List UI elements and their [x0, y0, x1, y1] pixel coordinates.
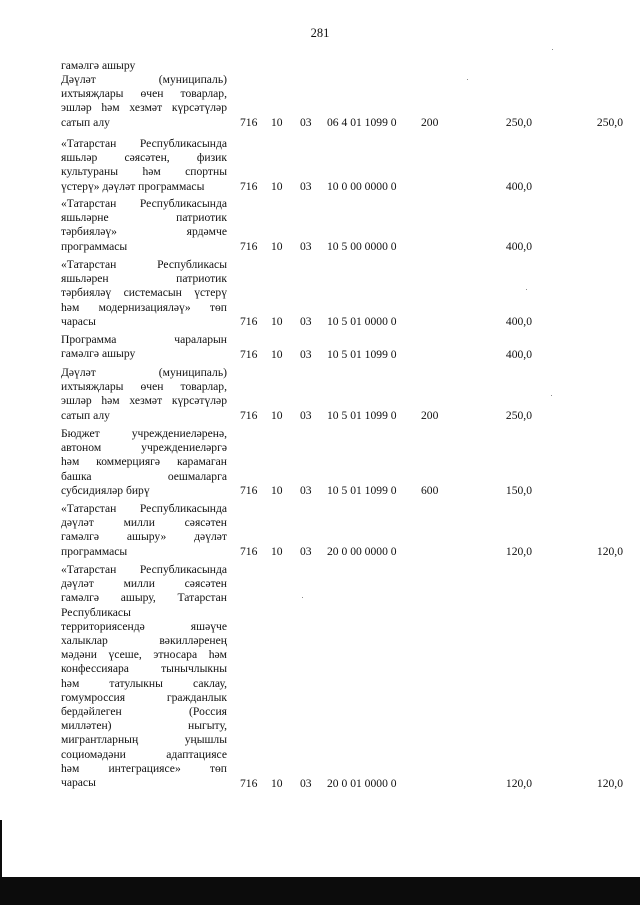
scan-border	[0, 877, 640, 905]
amount-year-1: 400,0	[505, 179, 532, 193]
subsection-code: 03	[300, 483, 312, 497]
section-code: 10	[271, 347, 283, 361]
description-line: мәдәни үсеше, этносара һәм	[61, 648, 227, 662]
section-code: 10	[271, 179, 283, 193]
ministry-code: 716	[240, 544, 258, 558]
budget-row	[0, 73, 640, 130]
amount-year-1: 400,0	[505, 314, 532, 328]
subsection-code: 03	[300, 347, 312, 361]
description-line: гамәлгә ашыру» дәүләт	[61, 530, 227, 544]
description-line: «Татарстан Республикасында	[61, 137, 227, 150]
description-line: һәм коммерциягә карамаган	[61, 455, 227, 469]
scan-edge	[0, 820, 2, 880]
ministry-code: 716	[240, 483, 258, 497]
expense-type-code: 200	[421, 115, 439, 129]
section-code: 10	[271, 544, 283, 558]
target-article-code: 10 5 01 1099 0	[327, 347, 397, 361]
description-line: дәүләт милли сәясәтен	[61, 516, 227, 530]
subsection-code: 03	[300, 408, 312, 422]
amount-year-1: 150,0	[505, 483, 532, 497]
description-line: Дәүләт (муниципаль)	[61, 366, 227, 379]
section-code: 10	[271, 314, 283, 328]
amount-year-1: 120,0	[505, 776, 532, 790]
description-line: бердәйлеген (Россия	[61, 705, 227, 719]
ministry-code: 716	[240, 115, 258, 129]
description-line: гомумроссия гражданлык	[61, 690, 227, 704]
section-code: 10	[271, 408, 283, 422]
description-line: культураны һәм спортны	[61, 165, 227, 179]
expense-type-code: 600	[421, 483, 439, 497]
row-description	[61, 73, 227, 130]
description-line: «Татарстан Республикасында	[61, 563, 227, 576]
row-description	[61, 59, 227, 73]
description-line: Республикасы	[61, 605, 131, 619]
description-line: милләтен) ныгыту,	[61, 719, 227, 733]
amount-year-2: 120,0	[596, 776, 623, 790]
budget-row	[0, 197, 640, 254]
row-description	[61, 502, 227, 559]
budget-row	[0, 333, 640, 362]
description-line: яшьләр сәясәтен, физик	[61, 151, 227, 165]
amount-year-1: 250,0	[505, 115, 532, 129]
description-line: һәм интеграциясе» төп	[61, 761, 227, 775]
subsection-code: 03	[300, 776, 312, 790]
amount-year-1: 400,0	[505, 347, 532, 361]
description-line: программасы	[61, 239, 128, 253]
target-article-code: 10 5 01 1099 0	[327, 408, 397, 422]
ministry-code: 716	[240, 776, 258, 790]
target-article-code: 20 0 01 0000 0	[327, 776, 397, 790]
budget-row	[0, 502, 640, 559]
ministry-code: 716	[240, 347, 258, 361]
description-line: сатып алу	[61, 408, 110, 422]
description-line: «Татарстан Республикасында	[61, 502, 227, 515]
description-line: яшьләрне патриотик	[61, 211, 227, 225]
description-line: яшьләрен патриотик	[61, 272, 227, 286]
description-line: гамәлгә ашыру	[61, 59, 136, 72]
amount-year-2: 250,0	[596, 115, 623, 129]
budget-row	[0, 427, 640, 498]
target-article-code: 20 0 00 0000 0	[327, 544, 397, 558]
page-number: 281	[310, 26, 330, 40]
description-line: мигрантларның уңышлы	[61, 733, 227, 747]
scan-speck	[552, 49, 553, 50]
description-line: конфессияара тынычлыкны	[61, 662, 227, 676]
description-line: программасы	[61, 544, 128, 558]
section-code: 10	[271, 776, 283, 790]
description-line: чарасы	[61, 776, 96, 790]
description-line: ихтыяҗлары өчен товарлар,	[61, 380, 227, 394]
description-line: «Татарстан Республикасында	[61, 197, 227, 210]
description-line: автоном учреждениеләргә	[61, 441, 227, 455]
description-line: «Татарстан Республикасы	[61, 258, 227, 271]
target-article-code: 10 5 00 0000 0	[327, 239, 397, 253]
subsection-code: 03	[300, 179, 312, 193]
scan-speck	[467, 79, 468, 80]
description-line: һәм татулыкны саклау,	[61, 676, 227, 690]
scan-speck	[302, 597, 303, 598]
description-line: Дәүләт (муниципаль)	[61, 73, 227, 86]
subsection-code: 03	[300, 544, 312, 558]
description-line: гамәлгә ашыру	[61, 347, 136, 361]
section-code: 10	[271, 483, 283, 497]
description-line: эшләр һәм хезмәт күрсәтүләр	[61, 101, 227, 115]
budget-row	[0, 137, 640, 194]
description-line: субсидияләр бирү	[61, 483, 150, 497]
amount-year-2: 120,0	[596, 544, 623, 558]
description-line: халыклар вәкилләренең	[61, 634, 227, 648]
budget-row	[0, 366, 640, 423]
row-description	[61, 333, 227, 361]
description-line: гамәлгә ашыру, Татарстан	[61, 591, 227, 605]
row-description	[61, 197, 227, 254]
description-line: башка оешмаларга	[61, 469, 227, 483]
amount-year-1: 250,0	[505, 408, 532, 422]
scan-speck	[526, 289, 527, 290]
description-line: һәм модернизацияләү» төп	[61, 300, 227, 314]
ministry-code: 716	[240, 239, 258, 253]
amount-year-1: 400,0	[505, 239, 532, 253]
row-description	[61, 427, 227, 498]
row-description	[61, 563, 227, 790]
section-code: 10	[271, 115, 283, 129]
description-line: Бюджет учреждениеләренә,	[61, 427, 227, 440]
section-code: 10	[271, 239, 283, 253]
target-article-code: 06 4 01 1099 0	[327, 115, 397, 129]
ministry-code: 716	[240, 314, 258, 328]
budget-row	[0, 563, 640, 791]
description-line: үстерү» дәүләт программасы	[61, 179, 205, 193]
budget-row	[0, 59, 640, 73]
subsection-code: 03	[300, 239, 312, 253]
ministry-code: 716	[240, 179, 258, 193]
description-line: тәрбияләү» ярдәмче	[61, 225, 227, 239]
description-line: ихтыяҗлары өчен товарлар,	[61, 87, 227, 101]
description-line: социомәдәни адаптациясе	[61, 747, 227, 761]
description-line: территориясендә яшәүче	[61, 619, 227, 633]
budget-row	[0, 258, 640, 329]
row-description	[61, 366, 227, 423]
subsection-code: 03	[300, 314, 312, 328]
amount-year-1: 120,0	[505, 544, 532, 558]
description-line: Программа чараларын	[61, 333, 227, 346]
scan-speck	[551, 395, 552, 396]
target-article-code: 10 5 01 0000 0	[327, 314, 397, 328]
description-line: эшләр һәм хезмәт күрсәтүләр	[61, 394, 227, 408]
target-article-code: 10 5 01 1099 0	[327, 483, 397, 497]
expense-type-code: 200	[421, 408, 439, 422]
row-description	[61, 137, 227, 194]
description-line: дәүләт милли сәясәтен	[61, 577, 227, 591]
row-description	[61, 258, 227, 329]
subsection-code: 03	[300, 115, 312, 129]
description-line: сатып алу	[61, 115, 110, 129]
ministry-code: 716	[240, 408, 258, 422]
description-line: тәрбияләү системасын үстерү	[61, 286, 227, 300]
target-article-code: 10 0 00 0000 0	[327, 179, 397, 193]
description-line: чарасы	[61, 314, 96, 328]
